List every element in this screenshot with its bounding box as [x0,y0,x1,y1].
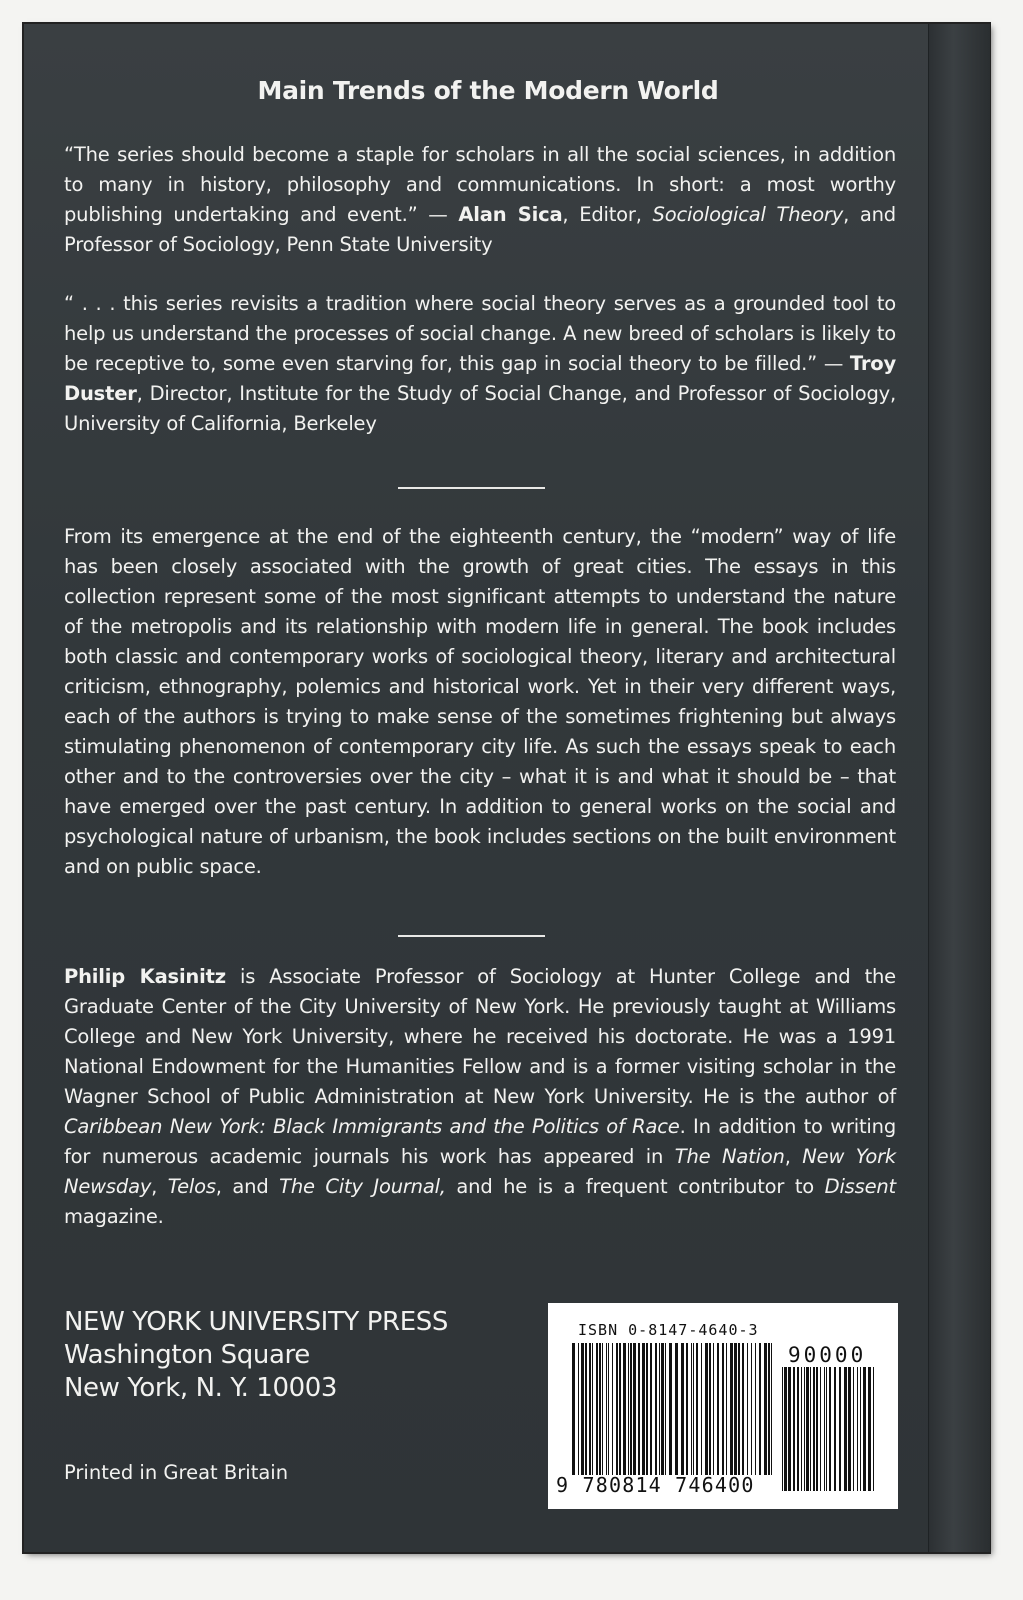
barcode-bar [722,1343,724,1475]
barcode-bar [863,1367,866,1491]
author-bio [64,962,896,1232]
barcode-bar [788,1367,791,1491]
barcode-bar [691,1343,692,1475]
barcode-bar [696,1343,698,1475]
barcode-bar [661,1343,664,1475]
barcode-bar [813,1367,815,1491]
bio-text: magazine. [64,1205,164,1228]
barcode-bar [650,1343,652,1475]
barcode-bar [806,1367,809,1491]
publication-title: Dissent [824,1175,896,1198]
quote-author: Alan Sica [458,203,563,226]
barcode-bar [868,1367,871,1491]
barcode-bar [797,1367,799,1491]
barcode-bar [642,1343,645,1475]
divider [398,487,545,489]
barcode-bar [829,1367,831,1491]
barcode-bar [824,1367,825,1491]
isbn-text: ISBN 0-8147-4640-3 [578,1321,759,1339]
quote-text: “ . . . this series revisits a tradition where social theory serves as a grounded tool to help us understand the processes of social change. A new breed of scholars is likely to be receptive to, some even starving for, this gap in social theory to be filled.” — [64,292,896,375]
journal-title: Sociological Theory [652,203,844,226]
barcode-bar [599,1343,601,1475]
barcode-bar [612,1343,613,1475]
barcode-bar [742,1343,744,1475]
barcode-bar [784,1367,787,1491]
barcode-bar [581,1343,584,1475]
barcode-bar [608,1343,609,1475]
publication-title: The Nation [674,1145,785,1168]
barcode-bar [755,1343,756,1475]
barcode-bar [616,1343,618,1475]
bio-separator: , [784,1145,803,1168]
barcode-bar [873,1367,874,1491]
barcode-bar [659,1343,660,1475]
barcode-bar [686,1343,688,1475]
barcode-bar [747,1343,748,1475]
barcode-bar [860,1367,861,1491]
quote-role-continued: , and Professor of Sociology, Penn State University [64,203,896,256]
barcode-bar [619,1343,621,1475]
book-description: From its emergence at the end of the eighteenth century, the “modern” way of life has been closely associated with the growth of great cities. The essays in this collection represent some of the most significant attempts to understand the nature of the metropolis and its relationship with modern life in general. The book includes both classic and contemporary works of sociological theory, literary and architectural criticism, ethnography, polemics and historical work. Yet in their very different ways, each of the authors is trying to make sense of the sometimes frightening but always stimulating phenomenon of contemporary city life. As such the essays speak to each other and to the controversies over the city – what it is and what it should be – that have emerged over the past century. In addition to general works on the social and psychological nature of urbanism, the book includes sections on the built environment and on public space. [64,525,896,878]
price-barcode [782,1367,878,1491]
bio-text: and he is a frequent contributor to [445,1175,825,1198]
barcode-bar [717,1343,719,1475]
book-spine-edge [928,24,990,1552]
barcode-bar [751,1343,752,1475]
barcode-bar [585,1343,587,1475]
bio-separator: , and [215,1175,280,1198]
barcode-bar [705,1343,708,1475]
barcode-bar [759,1343,761,1475]
publisher-address [64,1306,448,1405]
publication-title: The City Journal, [279,1175,446,1198]
barcode-bar [623,1343,626,1475]
barcode-bar [578,1343,579,1475]
bio-text: is Associate Professor of Sociology at Hunter College and the Graduate Center of the City University of New York. He previously taught at Williams College and New York University, where he received his doctorate. He was a 1991 National Endowment for the Humanities Fellow and is a former visiting scholar in the Wagner School of Public Administration at New York University. He is the author of [64,965,896,1108]
barcode-bar [596,1343,598,1475]
quote-text: “The series should become a staple for scholars in all the social sciences, in addition to many in history, philosophy and communications. In short: a most worthy publishing undertaking and event.” — [64,143,896,226]
barcode-bar [669,1343,672,1475]
barcode-bar [675,1343,678,1475]
barcode-bar [768,1343,770,1475]
barcode-bar [638,1343,640,1475]
barcode-bar [589,1343,591,1475]
author-name: Philip Kasinitz [64,965,226,988]
barcode-bar [572,1343,575,1475]
barcode-bar [826,1367,827,1491]
barcode-bar [701,1343,702,1475]
barcode-bar [738,1343,740,1475]
book-title: Caribbean New York: Black Immigrants and the Politics of Race [64,1115,680,1138]
barcode-bar [764,1343,767,1475]
barcode-bar [848,1367,851,1491]
divider [398,935,545,937]
bio-separator: , [151,1175,168,1198]
barcode-bar [726,1343,727,1475]
publication-title: Telos [167,1175,216,1198]
barcode-bar [693,1343,694,1475]
barcode-bar [633,1343,636,1475]
barcode-bar [602,1343,603,1475]
quote-author: Troy Duster [64,352,896,405]
barcode-bar [834,1367,836,1491]
barcode-bar [734,1343,737,1475]
barcode-label [548,1303,898,1509]
endorsement-quote-2 [64,289,896,439]
publisher-street: Washington Square [64,1340,310,1370]
ean-barcode [572,1343,776,1475]
barcode-bar [857,1367,858,1491]
barcode-bar [592,1343,593,1475]
barcode-bar [771,1343,772,1475]
barcode-bar [844,1367,847,1491]
price-code-text: 90000 [788,1343,867,1367]
barcode-bar [853,1367,854,1491]
barcode-bar [665,1343,666,1475]
barcode-bar [630,1343,632,1475]
barcode-bar [681,1343,684,1475]
barcode-bar [820,1367,821,1491]
publication-title: New York Newsday [64,1145,897,1198]
ean-digits-text: 9 780814 746400 [556,1473,755,1497]
barcode-bar [810,1367,811,1491]
barcode-bar [709,1343,711,1475]
endorsement-quote-1 [64,140,896,260]
barcode-bar [793,1367,795,1491]
barcode-bar [628,1343,629,1475]
barcode-bar [655,1343,657,1475]
printed-in-note: Printed in Great Britain [64,1461,289,1484]
barcode-bar [804,1367,805,1491]
barcode-bar [730,1343,733,1475]
barcode-bar [606,1343,607,1475]
publisher-city: New York, N. Y. 10003 [64,1373,338,1403]
quote-role: , Editor, [562,203,653,226]
barcode-bar [713,1343,714,1475]
barcode-bar [782,1367,783,1491]
series-title: Main Trends of the Modern World [257,76,719,105]
barcode-bar [816,1367,818,1491]
barcode-bar [646,1343,648,1475]
bio-text: . In addition to writing for numerous academic journals his work has appeared in [64,1115,896,1168]
publisher-name: NEW YORK UNIVERSITY PRESS [64,1307,448,1337]
quote-role: , Director, Institute for the Study of Social Change, and Professor of Sociology, University of California, Berkeley [64,382,896,435]
barcode-bar [839,1367,841,1491]
barcode-bar [801,1367,802,1491]
